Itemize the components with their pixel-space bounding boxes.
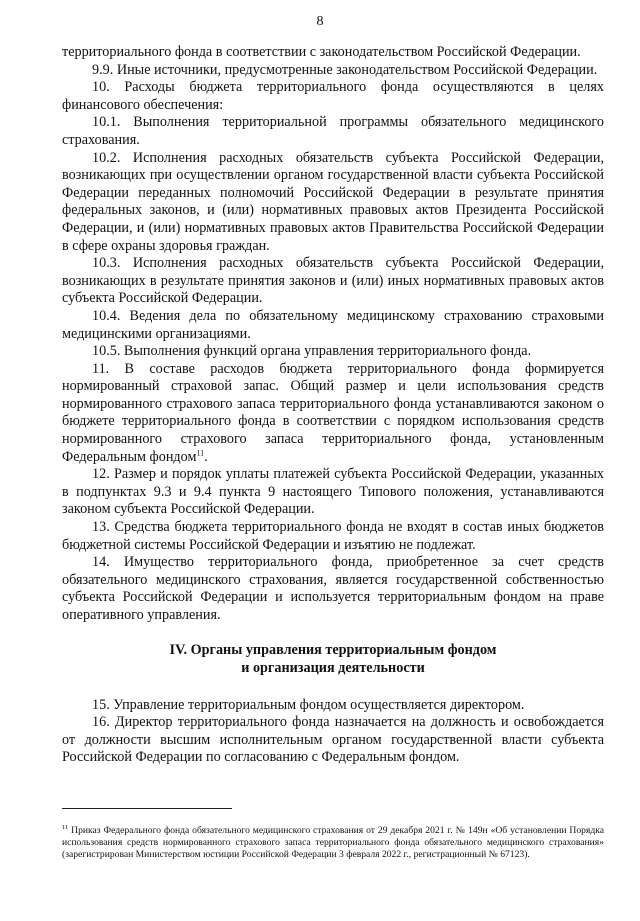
section-heading-line1: IV. Органы управления территориальным фондом — [169, 641, 497, 658]
paragraph: 10. Расходы бюджета территориального фонда осуществляются в целях финансового обеспечения: — [62, 79, 604, 113]
paragraph-with-footnote — [62, 361, 604, 467]
paragraph: территориального фонда в соответствии с законодательством Российской Федерации. — [62, 44, 581, 60]
paragraph: 10.2. Исполнения расходных обязательств субъекта Российской Федерации, возникающих при осуществлении органом государственной власти субъекта Российской Федерации переданных полномочий Российской Федерации в результате принятия федеральных законов, и (или) нормативных правовых актов Президента Российской Федерации, и (или) нормативных правовых актов Правительства Российской Федерации в сфере охраны здоровья граждан. — [62, 149, 604, 254]
paragraph: 10.4. Ведения дела по обязательному медицинскому страхованию страховыми медицинскими организациями. — [62, 307, 604, 342]
section-heading-line2: и организация деятельности — [241, 659, 425, 676]
footnote — [62, 825, 604, 862]
document-body — [62, 44, 604, 767]
paragraph-end-punctuation: . — [204, 448, 208, 465]
paragraph: 16. Директор территориального фонда назначается на должность и освобождается от должности высшим исполнительным органом государственной власти субъекта Российской Федерации по согласованию с Федеральным фондом. — [62, 714, 604, 766]
paragraph: 13. Средства бюджета территориального фонда не входят в состав иных бюджетов бюджетной системы Российской Федерации и изъятию не подлежат. — [62, 519, 604, 553]
paragraph: 14. Имущество территориального фонда, приобретенное за счет средств обязательного медицинского страхования, является государственной собственностью субъекта Российской Федерации и используется территориальным фондом на праве оперативного управления. — [62, 554, 604, 623]
paragraph-text: 11. В составе расходов бюджета территориального фонда формируется нормированный страховой запас. Общий размер и цели использования средств нормированного страхового запаса территориального фонда устанавливаются законом о бюджете территориального фонда в соответствии с порядком использования средств нормированного страхового запаса территориального фонда, установленным Федеральным фондом — [62, 360, 604, 465]
paragraph: 10.5. Выполнения функций органа управления территориального фонда. — [92, 343, 532, 360]
paragraph: 10.3. Исполнения расходных обязательств субъекта Российской Федерации, возникающих в результате принятия законов и (или) иных нормативных правовых актов субъекта Российской Федерации. — [62, 255, 604, 307]
paragraph: 15. Управление территориальным фондом осуществляется директором. — [92, 696, 525, 713]
paragraph: 12. Размер и порядок уплаты платежей субъекта Российской Федерации, указанных в подпунктах 9.3 и 9.4 пункта 9 настоящего Типового положения, устанавливаются законом субъекта Российской Федерации. — [62, 466, 604, 518]
paragraph: 10.1. Выполнения территориальной программы обязательного медицинского страхования. — [62, 114, 604, 148]
footnote-text: Приказ Федерального фонда обязательного медицинского страхования от 29 декабря 2021 г. № 149н «Об установлении Порядка использования средств нормированного страхового запаса территориального фонда обязательного медицинского страхования» (зарегистрирован Министерством юстиции Российской Федерации 3 февраля 2022 г., регистрационный № 67123). — [62, 824, 604, 861]
section-heading — [62, 641, 604, 677]
footnote-divider — [62, 808, 232, 809]
footnote-marker: 11 — [62, 823, 69, 831]
page-number: 8 — [316, 14, 324, 29]
paragraph: 9.9. Иные источники, предусмотренные законодательством Российской Федерации. — [92, 61, 598, 78]
footnote-reference[interactable]: 11 — [196, 447, 205, 457]
